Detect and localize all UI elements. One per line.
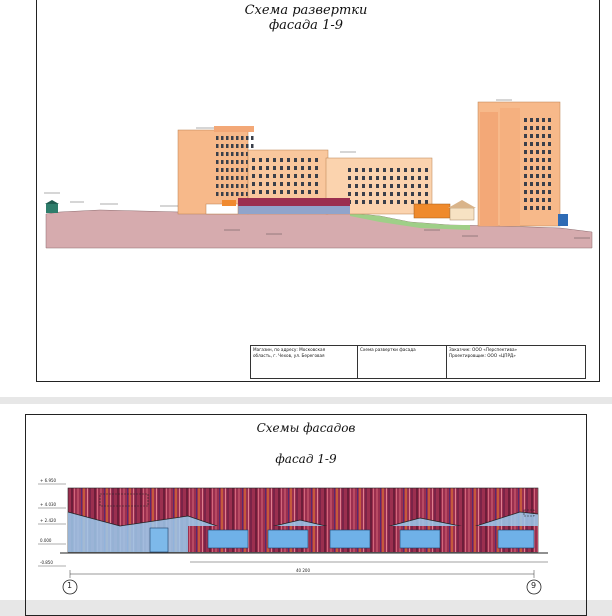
building-window [542,126,545,130]
building-window [348,192,351,196]
window [498,530,534,548]
building-window [294,166,297,170]
building-window [536,134,539,138]
building-window [390,176,393,180]
building-window [536,174,539,178]
building-window [548,198,551,202]
building-window [221,176,224,180]
building-window [530,190,533,194]
building-window [418,192,421,196]
building-window [315,158,318,162]
building-window [252,158,255,162]
building-window [259,166,262,170]
building-window [266,190,269,194]
building-window [542,206,545,210]
building-window [530,142,533,146]
building-window [369,176,372,180]
building-window [216,136,219,140]
building-window [383,176,386,180]
building-window [226,152,229,156]
building-window [376,184,379,188]
building-window [425,184,428,188]
building-window [308,190,311,194]
building-window [404,200,407,204]
building-window [548,158,551,162]
building-window [236,168,239,172]
building-window [315,182,318,186]
building-window [530,150,533,154]
building-window [542,150,545,154]
building-window [530,126,533,130]
building-window [236,184,239,188]
building-window [221,152,224,156]
building-window [542,134,545,138]
building-window [411,176,414,180]
building-window [308,166,311,170]
building-window [348,184,351,188]
building-window [241,176,244,180]
building-window [524,126,527,130]
building-window [216,176,219,180]
window [400,530,440,548]
building-window [418,200,421,204]
building-window [376,192,379,196]
level-mark-0000: 0.000 [40,538,52,543]
building-window [301,166,304,170]
building-window [369,200,372,204]
building-window [266,182,269,186]
building-window [348,176,351,180]
building-window [287,166,290,170]
building-window [216,184,219,188]
building-window [241,144,244,148]
building-window [404,192,407,196]
building-window [376,176,379,180]
building-window [530,182,533,186]
building-window [530,158,533,162]
building-window [536,206,539,210]
building-window [231,176,234,180]
building-window [536,150,539,154]
building-window [425,176,428,180]
level-mark-6950: + 6.950 [40,478,57,483]
building-window [236,152,239,156]
building-window [252,190,255,194]
building-window [548,206,551,210]
building-window [294,174,297,178]
building-window [362,168,365,172]
building-window [252,182,255,186]
building-window [376,168,379,172]
building-window [397,192,400,196]
level-mark-minus-0850: -0.850 [40,560,53,565]
window [330,530,370,548]
title-block [250,345,586,379]
building-window [259,174,262,178]
building-window [308,182,311,186]
building-window [411,192,414,196]
building-window [231,184,234,188]
building-window [425,168,428,172]
building-window [287,182,290,186]
building-window [216,192,219,196]
building-window [355,200,358,204]
building-window [411,200,414,204]
building-window [236,176,239,180]
building-window [548,118,551,122]
sheet2-subtitle: фасад 1-9 [275,452,337,466]
building-window [542,174,545,178]
building-window [397,168,400,172]
building-window [287,190,290,194]
building-window [524,142,527,146]
garage [414,204,450,218]
building-window [355,176,358,180]
building-window [548,150,551,154]
building-window [418,168,421,172]
building-window [273,166,276,170]
building-window [266,166,269,170]
building-window [226,136,229,140]
building-window [348,168,351,172]
building-window [369,184,372,188]
building-window [287,174,290,178]
building-window [524,166,527,170]
building-window [221,144,224,148]
building-window [221,160,224,164]
building-window [236,192,239,196]
building-window [390,168,393,172]
building-window [216,160,219,164]
stamp-designer: Проектировщик: ООО «ЦПРД» [449,352,516,358]
building-window [530,118,533,122]
building-window [425,192,428,196]
building-window [266,158,269,162]
axis-label-9: 9 [531,581,537,590]
building-window [252,166,255,170]
building-window [241,184,244,188]
building-window [241,136,244,140]
building-window [524,150,527,154]
building-window [221,136,224,140]
building-window [536,142,539,146]
building-window [397,184,400,188]
building-window [418,184,421,188]
building-window [241,160,244,164]
building-window [524,206,527,210]
building-window [548,190,551,194]
building-window [524,182,527,186]
building-window [411,184,414,188]
axis-label-1: 1 [67,581,73,590]
building-window [530,174,533,178]
building-window [226,160,229,164]
building-window [251,136,254,140]
building-window [397,176,400,180]
building-window [301,190,304,194]
building-window [216,144,219,148]
building-window [530,166,533,170]
small-house [46,204,58,213]
building-window [548,134,551,138]
building-window [425,200,428,204]
building-window [236,136,239,140]
building-window [362,200,365,204]
building-window [362,176,365,180]
stamp-client: Заказчик: ООО «Перспектива» [449,347,518,352]
building-window [226,168,229,172]
building-window [355,168,358,172]
building-window [542,166,545,170]
building-window [542,118,545,122]
building-window [280,182,283,186]
window [268,530,308,548]
building-window [315,174,318,178]
building-window [221,192,224,196]
building-window [524,198,527,202]
building-window [542,198,545,202]
building-window [404,168,407,172]
building-window [294,158,297,162]
building-window [542,142,545,146]
building-window [524,134,527,138]
building-window [369,168,372,172]
building-window [251,144,254,148]
building-window [530,134,533,138]
building-window [548,174,551,178]
building-window [524,118,527,122]
building-window [369,192,372,196]
building-window [246,136,249,140]
building-window [536,158,539,162]
building-window [231,136,234,140]
building-window [241,192,244,196]
building-window [524,158,527,162]
building-window [390,192,393,196]
building-window [536,126,539,130]
building-window [280,166,283,170]
building-window [280,174,283,178]
building-window [259,158,262,162]
building-window [226,144,229,148]
sheet2-title: Схемы фасадов [256,421,356,435]
building-window [266,174,269,178]
building-window [536,182,539,186]
building-window [390,200,393,204]
building-window [530,198,533,202]
building-window [315,166,318,170]
building-window [397,200,400,204]
building-window [287,158,290,162]
building-window [542,158,545,162]
building-window [231,144,234,148]
building-window [273,190,276,194]
building-window [241,168,244,172]
building-window [536,166,539,170]
stamp-address-line1: Магазин, по адресу: Московская [253,347,326,352]
building-window [530,206,533,210]
level-mark-4030: + 4.030 [40,502,57,507]
building-window [383,168,386,172]
building-window [383,184,386,188]
building-window [221,168,224,172]
building-window [252,174,255,178]
building-window [536,198,539,202]
level-mark-2420: + 2.420 [40,518,57,523]
building-window [231,168,234,172]
building-window [216,152,219,156]
building-window [536,190,539,194]
sheet-facades [0,404,612,600]
building-window [273,158,276,162]
building-window [273,182,276,186]
building-window [294,182,297,186]
building-window [411,168,414,172]
building-window [216,168,219,172]
building-window [308,158,311,162]
building-window [259,182,262,186]
building-window [362,192,365,196]
building-window [280,158,283,162]
building-window [418,176,421,180]
building-window [524,174,527,178]
building-window [355,184,358,188]
building-window [362,184,365,188]
sheet-title: Схема развертки [244,3,368,18]
building-window [404,184,407,188]
building-window [236,160,239,164]
building-window [231,160,234,164]
building-window [231,152,234,156]
building-window [308,174,311,178]
building-window [376,200,379,204]
building-window [355,192,358,196]
building-window [226,176,229,180]
building-window [390,184,393,188]
window [208,530,248,548]
building-window [383,200,386,204]
entrance-door [150,528,168,552]
building-window [236,144,239,148]
building-window [536,118,539,122]
building-window [315,190,318,194]
sheet-subtitle: фасада 1-9 [268,18,343,33]
building-window [548,166,551,170]
building-window [301,182,304,186]
building-window [226,192,229,196]
building-window [383,192,386,196]
building-window [273,174,276,178]
building-window [294,190,297,194]
building-window [404,176,407,180]
building-window [548,126,551,130]
building-window [226,184,229,188]
building-window [280,190,283,194]
building-window [221,184,224,188]
building-window [301,174,304,178]
building-window [241,152,244,156]
stamp-drawing-name: Схема развертки фасада [360,347,416,352]
stamp-address-line2: область, г. Чехов, ул. Береговая [253,352,325,358]
building-window [548,182,551,186]
building-window [548,142,551,146]
building-window [259,190,262,194]
building-window [246,144,249,148]
overall-dimension: 40 200 [296,568,310,573]
building-window [542,190,545,194]
building-window [301,158,304,162]
building-window [542,182,545,186]
building-window [231,192,234,196]
building-window [524,190,527,194]
